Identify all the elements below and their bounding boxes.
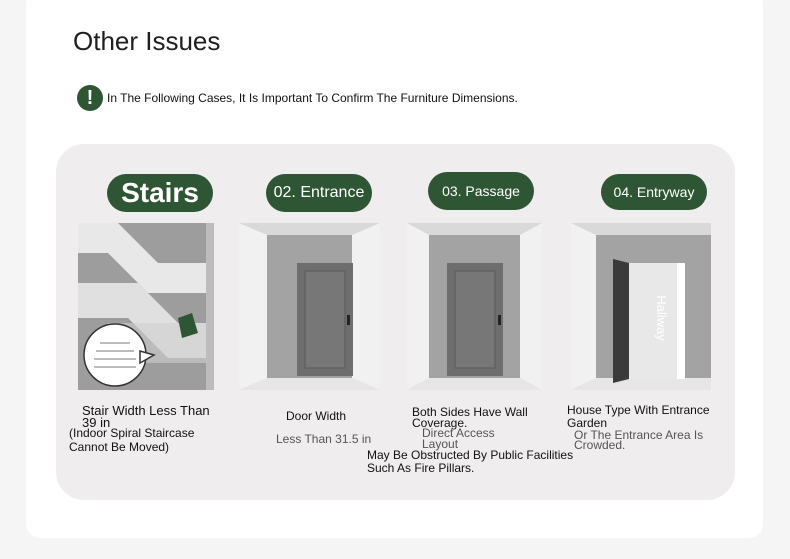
entrance-illustration [239, 223, 380, 390]
entryway-sub2: Crowded. [574, 438, 626, 452]
stairs-note1: (Indoor Spiral Staircase [69, 426, 195, 440]
stairs-note2: Cannot Be Moved) [69, 440, 170, 454]
stairs-line2: 39 in [82, 415, 111, 430]
exclamation-icon: ! [77, 85, 103, 111]
passage-note2: Such As Fire Pillars. [367, 461, 475, 475]
section-title: Other Issues [73, 26, 221, 56]
passage-sub2: Layout [422, 437, 459, 451]
passage-badge: 03. Passage [428, 172, 534, 210]
stairs-badge: Stairs [107, 174, 213, 212]
passage-line1: Both Sides Have Wall [412, 405, 528, 419]
entryway-illustration [571, 223, 711, 390]
passage-line2: Coverage. [412, 416, 468, 430]
entryway-badge: 04. Entryway [601, 174, 707, 210]
entrance-badge: 02. Entrance [266, 174, 372, 212]
stairs-line1: Stair Width Less Than [82, 403, 210, 418]
hallway-label: Hallway [654, 295, 669, 341]
passage-note1: May Be Obstructed By Public Facilities [367, 448, 574, 462]
entryway-line1: House Type With Entrance [567, 403, 710, 417]
stairs-illustration [78, 223, 214, 390]
entrance-sub1: Less Than 31.5 in [276, 432, 372, 446]
entryway-sub1: Or The Entrance Area Is [574, 428, 704, 442]
notice-text: In The Following Cases, It Is Important To Confirm The Furniture Dimensions. [107, 91, 518, 105]
entryway-line2: Garden [567, 416, 608, 430]
notice-row [77, 85, 518, 111]
passage-illustration [407, 223, 542, 390]
entrance-line1: Door Width [286, 409, 347, 423]
passage-sub1: Direct Access [422, 426, 495, 440]
